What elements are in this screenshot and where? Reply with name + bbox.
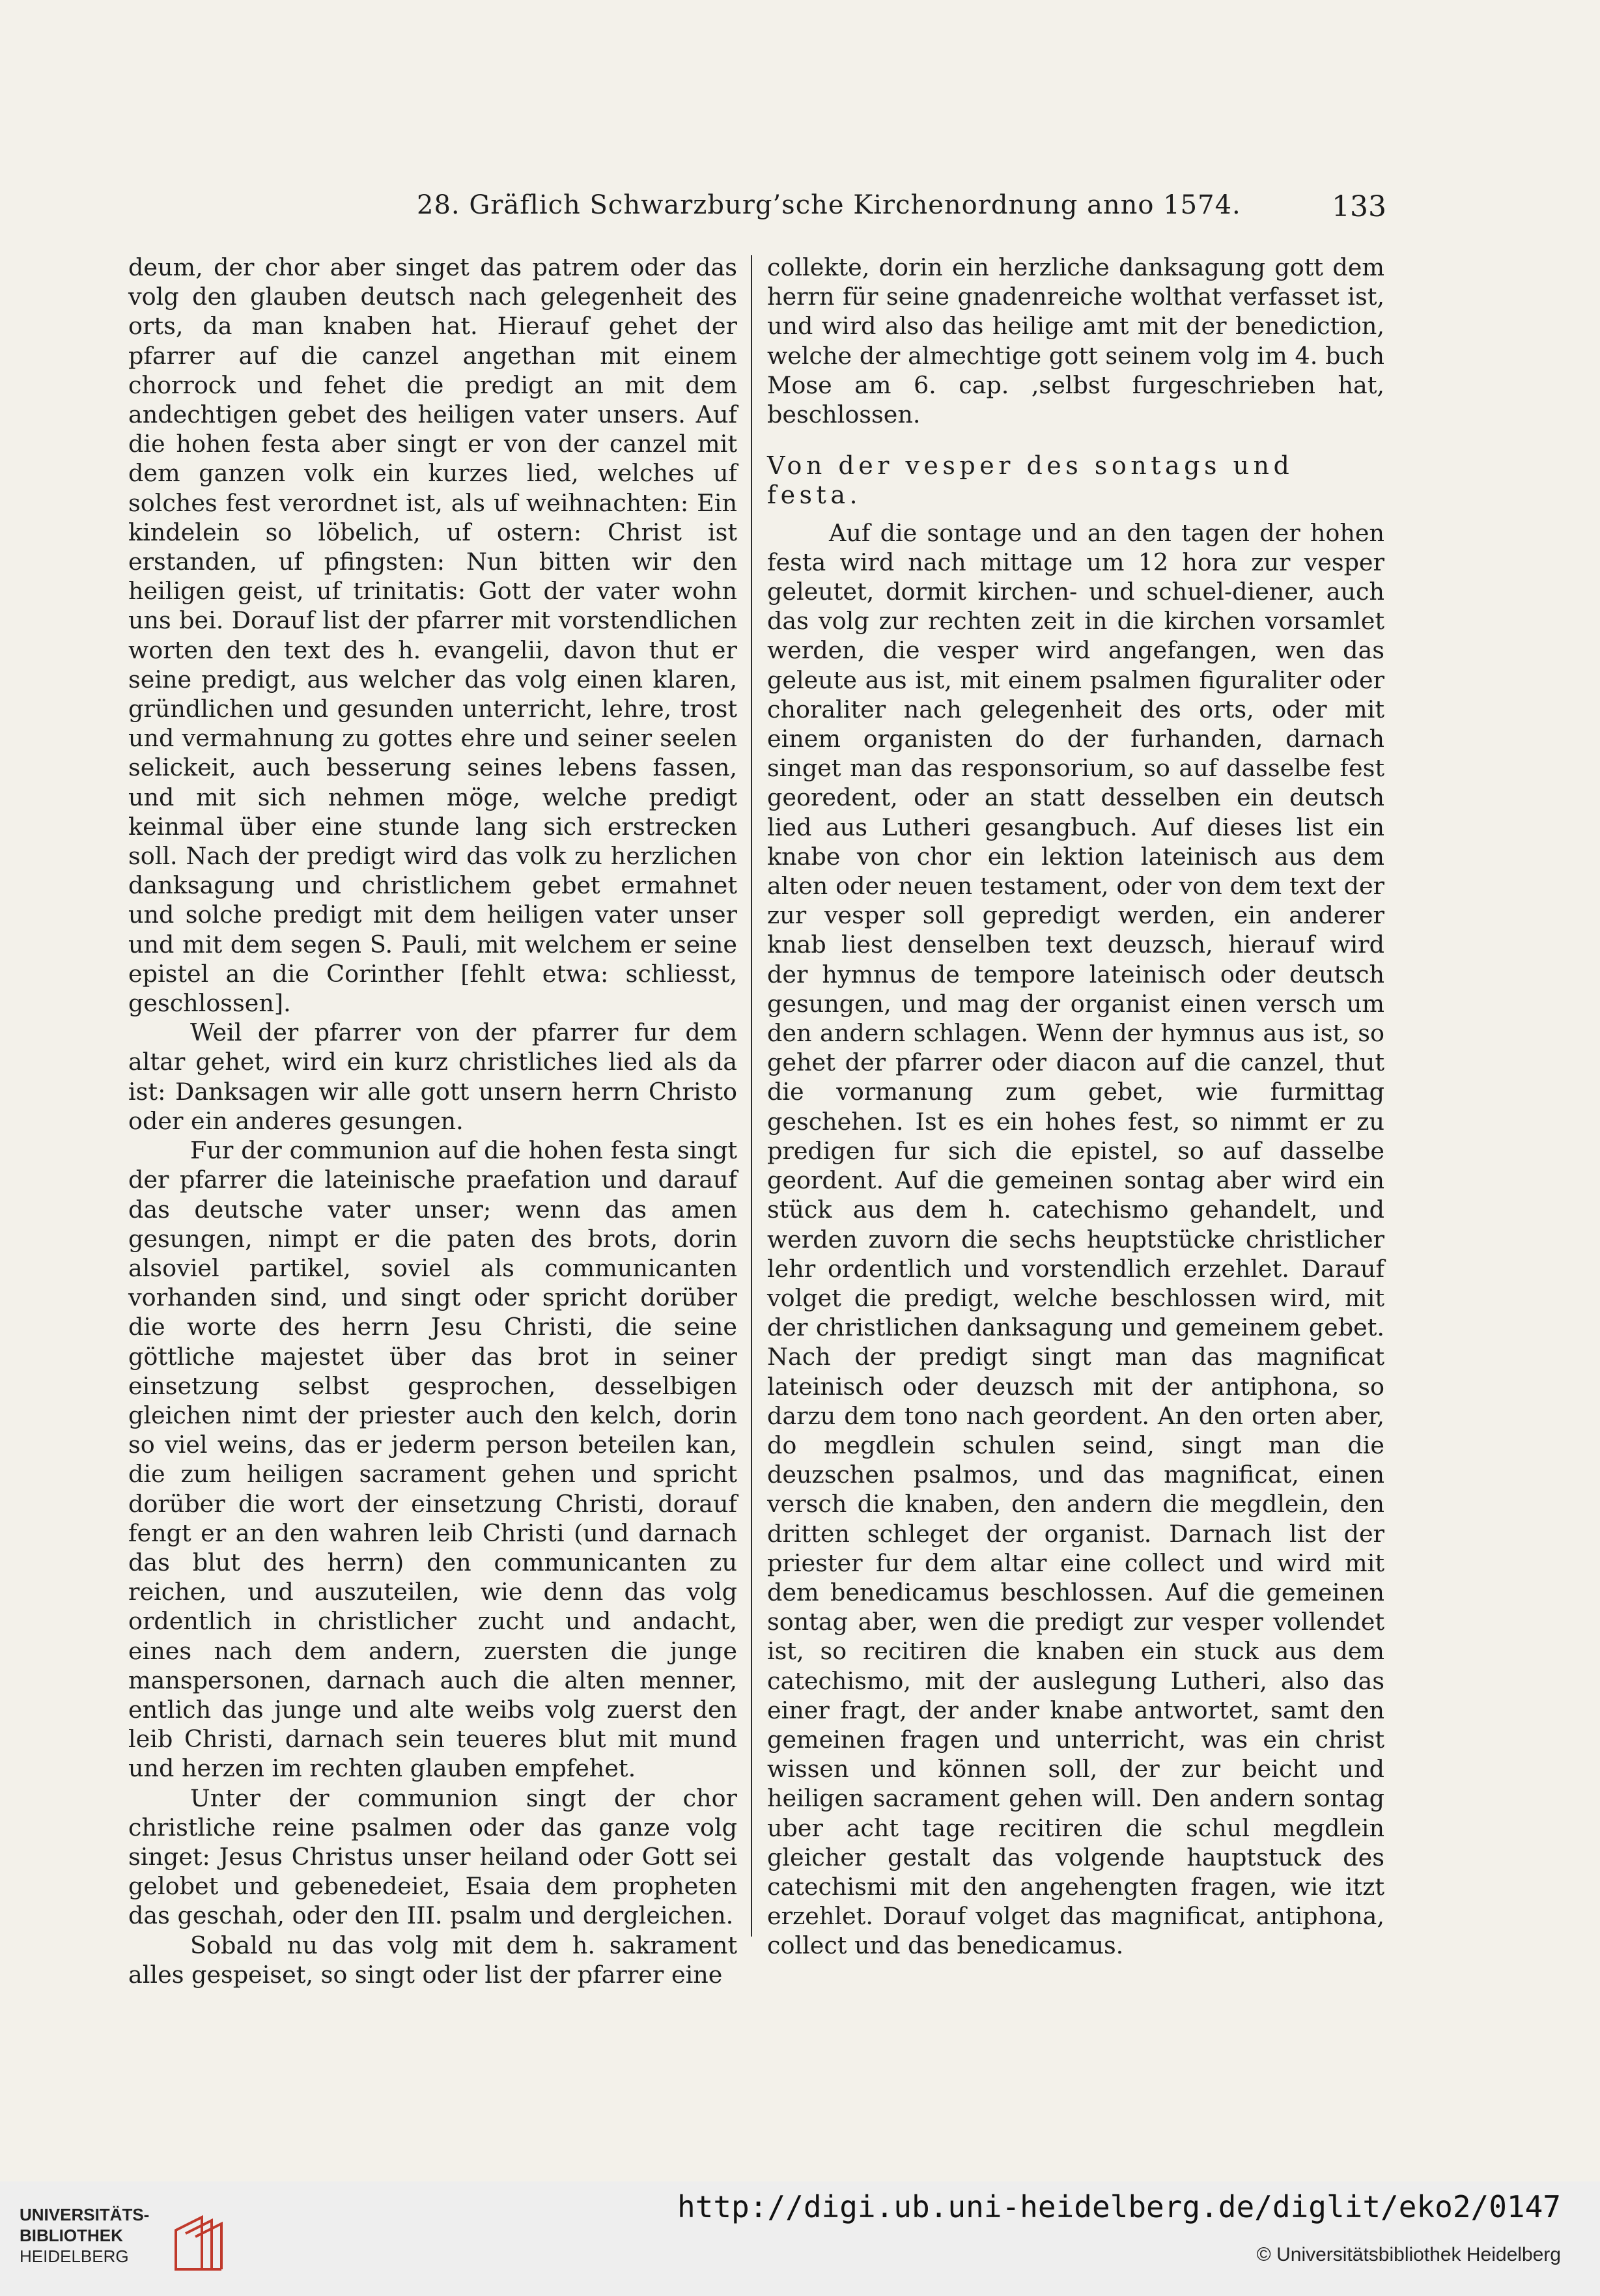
column-divider [751, 255, 752, 1937]
section-heading: Von der vesper des sontags und festa. [767, 451, 1294, 510]
paragraph: Fur der communion auf die hohen festa singt der pfarrer die lateinische praefation und darauf das deutsche vater unser; wenn das amen gesungen, nimpt er die paten des brots, dorin alsoviel partikel, soviel als communicanten vorhanden sind, und singt oder spricht dorüber die worte des herrn Jesu Christi, die seine göttliche majestet über das brot in seiner einsetzung selbst gesprochen, desselbigen gleichen nimt der priester auch den kelch, dorin so viel weins, das er jederm person beteilen kan, die zum heiligen sacrament gehen und spricht dorüber die wort der einsetzung Christi, dorauf fengt er an den wahren leib Christi (und darnach das blut des herrn) den communicanten zu reichen, und auszuteilen, wie denn das volg ordentlich in christlicher zucht und andacht, eines nach dem andern, zuersten die junge manspersonen, darnach auch die alten menner, entlich das junge und alte weibs volg zuerst den leib Christi, darnach sein teueres blut mit mund und herzen im rechten glauben empfehet. [128, 1136, 737, 1783]
logo-line: UNIVERSITÄTS- [20, 2205, 150, 2224]
page-number: 133 [1332, 190, 1386, 223]
right-column [767, 253, 1384, 1961]
paragraph: collekte, dorin ein herzliche danksagung gott dem herrn für seine gnadenreiche wolthat verfasset ist, und wird also das heilige amt mit der benediction, welche der almechtige gott seinem volg im 4. buch Mose am 6. cap. ,selbst furgeschrieben hat, beschlossen. [767, 253, 1384, 429]
permalink-url[interactable]: http://digi.ub.uni-heidelberg.de/diglit/eko2/0147 [677, 2189, 1561, 2224]
paragraph: deum, der chor aber singet das patrem oder das volg den glauben deutsch nach gelegenheit des orts, da man knaben hat. Hierauf gehet der pfarrer auf die canzel angethan mit einem chorrock und fehet die predigt an mit dem andechtigen gebet des heiligen vater unsers. Auf die hohen festa aber singt er von der canzel mit dem ganzen volk ein kurzes lied, welches uf solches fest verordnet ist, als uf weihnachten: Ein kindelein so löbelich, uf ostern: Christ ist erstanden, uf pfingsten: Nun bitten wir den heiligen geist, uf trinitatis: Gott der vater wohn uns bei. Dorauf list der pfarrer mit vorstendlichen worten den text des h. evangelii, davon thut er seine predigt, aus welcher das volg einen klaren, gründlichen und gesunden unterricht, lehre, trost und vermahnung zu gottes ehre und seiner seelen selickeit, auch besserung seines lebens fassen, und mit sich nehmen möge, welche predigt keinmal über eine stunde lang sich erstrecken soll. Nach der predigt wird das volk zu herzlichen danksagung und christlichem gebet ermahnet und solche predigt mit dem heiligen vater unser und mit dem segen S. Pauli, mit welchem er seine epistel an die Corinther [fehlt etwa: schliesst, geschlossen]. [128, 253, 737, 1018]
running-title: 28. Gräflich Schwarzburg’sche Kirchenordnung anno 1574. [417, 190, 1241, 220]
paragraph: Weil der pfarrer von der pfarrer fur dem altar gehet, wird ein kurz christliches lied als da ist: Danksagen wir alle gott unsern herrn Christo oder ein anderes gesungen. [128, 1018, 737, 1135]
paragraph: Unter der communion singt der chor christliche reine psalmen oder das ganze volg singet: Jesus Christus unser heiland oder Gott sei gelobet und gebenedeiet, Esaia dem propheten das geschah, oder den III. psalm und dergleichen. [128, 1784, 737, 1930]
logo-line: BIBLIOTHEK [20, 2226, 123, 2245]
copyright-notice: © Universitätsbibliothek Heidelberg [1256, 2244, 1561, 2265]
paragraph: Auf die sontage und an den tagen der hohen festa wird nach mittage um 12 hora zur vesper geleutet, dormit kirchen- und schuel-diener, auch das volg zur rechten zeit in die kirchen vorsamlet werden, die vesper wird angefangen, wen das geleute aus ist, mit einem psalmen figuraliter oder choraliter nach gelegenheit des orts, oder mit einem organisten do der furhanden, darnach singet man das responsorium, so auf dasselbe fest georedent, oder an statt desselben ein deutsch lied aus Lutheri gesangbuch. Auf dieses list ein knabe von chor ein lektion lateinisch aus dem alten oder neuen testament, oder von dem text der zur vesper soll gepredigt werden, ein anderer knab liest denselben text deuzsch, hierauf wird der hymnus de tempore lateinisch oder deutsch gesungen, und mag der organist einen versch um den andern schlagen. Wenn der hymnus aus ist, so gehet der pfarrer oder diacon auf die canzel, thut die vormanung zum gebet, wie furmittag geschehen. Ist es ein hohes fest, so nimmt er zu predigen fur sich die epistel, so auf dasselbe geordent. Auf die gemeinen sontag aber wird ein stück aus dem h. catechismo gehandelt, und werden zuvorn die sechs heuptstücke christlicher lehr ordentlich und vorstendlich erzehlet. Darauf volget die predigt, welche beschlossen wird, mit der christlichen danksagung und gemeinem gebet. Nach der predigt singt man das magnificat lateinisch oder deuzsch mit der antiphona, so darzu dem tono nach geordent. An den orten aber, do megdlein schulen seind, singt man die deuzschen psalmos, und das magnificat, einen versch die knaben, den andern die megdlein, den dritten schleget der organist. Darnach list der priester fur dem altar eine collect und wird mit dem benedicamus beschlossen. Auf die gemeinen sontag aber, wen die predigt zur vesper vollendet ist, so recitiren die knaben ein stuck aus dem catechismo, mit der auslegung Lutheri, also das einer fragt, der ander knabe antwortet, samt den gemeinen fragen und unterricht, was ein christ wissen und können soll, der zur beicht und heiligen sacrament gehen will. Den andern sontag uber acht tage recitiren die schul megdlein gleicher gestalt das volgende hauptstuck des catechismi mit den angehengten fragen, wie itzt erzehlet. Dorauf volget das magnificat, antiphona, collect und das benedicamus. [767, 518, 1384, 1960]
paragraph: Sobald nu das volg mit dem h. sakrament alles gespeiset, so singt oder list der pfarrer eine [128, 1931, 737, 1989]
left-column [128, 253, 737, 1989]
universitaetsbibliothek-logo-icon [163, 2204, 247, 2276]
logo-line: HEIDELBERG [20, 2247, 129, 2266]
library-logo[interactable] [20, 2204, 384, 2276]
logo-wordmark [20, 2204, 149, 2267]
